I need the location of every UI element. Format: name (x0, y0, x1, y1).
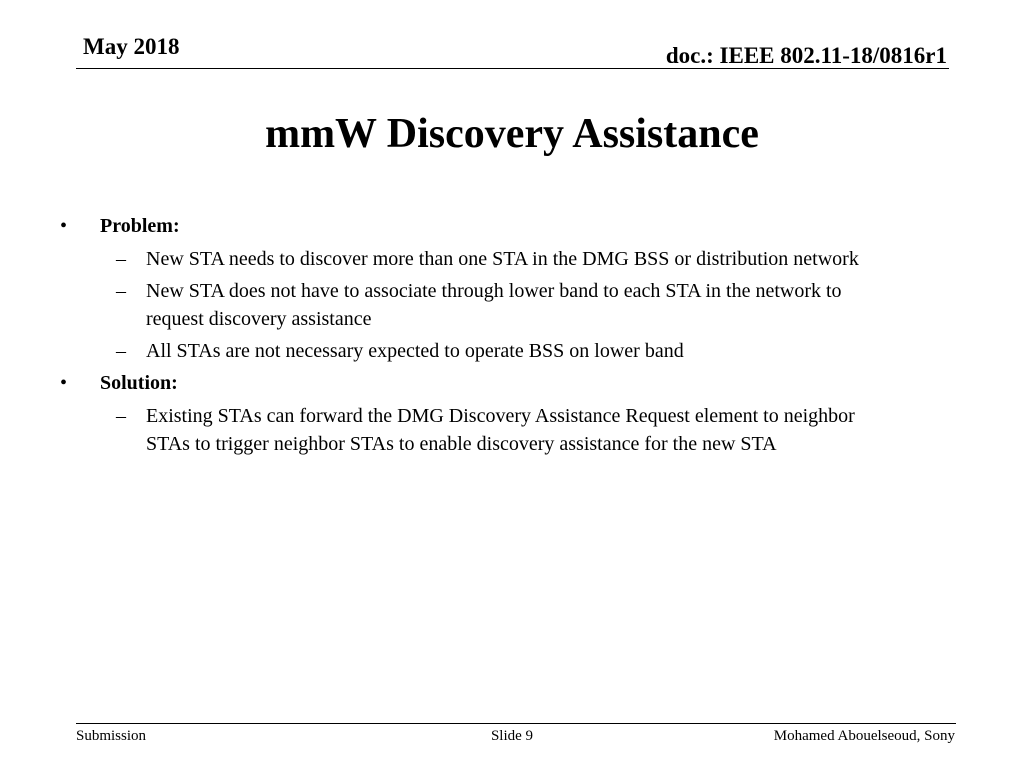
header-divider (76, 68, 949, 69)
bullet-heading: Solution: (100, 372, 178, 394)
document-id: doc.: IEEE 802.11-18/0816r1 (665, 43, 947, 68)
sub-bullet (60, 277, 900, 333)
sub-bullet (60, 245, 900, 273)
header-date: May 2018 (83, 34, 180, 59)
footer-author: Mohamed Abouelseoud, Sony (773, 728, 955, 744)
bullet-solution (60, 369, 900, 397)
dash-marker: – (116, 405, 126, 427)
slide-title: mmW Discovery Assistance (265, 111, 759, 157)
sub-bullet-text: Existing STAs can forward the DMG Discovery Assistance Request element to neighbor STAs to trigger neighbor STAs to enable discovery assistance for the new STA (146, 405, 855, 455)
dash-marker: – (116, 340, 126, 362)
dash-marker: – (116, 248, 126, 270)
bullet-marker: • (60, 215, 68, 237)
sub-bullet-text: All STAs are not necessary expected to operate BSS on lower band (146, 340, 684, 362)
sub-bullet (60, 402, 900, 458)
slide-body (60, 212, 900, 462)
bullet-problem (60, 212, 900, 240)
footer-divider (76, 723, 956, 724)
sub-bullet-text: New STA needs to discover more than one STA in the DMG BSS or distribution network (146, 248, 859, 270)
footer-submission: Submission (76, 728, 147, 744)
sub-bullet (60, 337, 900, 365)
sub-bullet-text: New STA does not have to associate through lower band to each STA in the network to request discovery assistance (146, 280, 842, 330)
bullet-marker: • (60, 372, 68, 394)
bullet-heading: Problem: (100, 215, 180, 237)
dash-marker: – (116, 280, 126, 302)
footer-slide-number: Slide 9 (490, 728, 534, 744)
